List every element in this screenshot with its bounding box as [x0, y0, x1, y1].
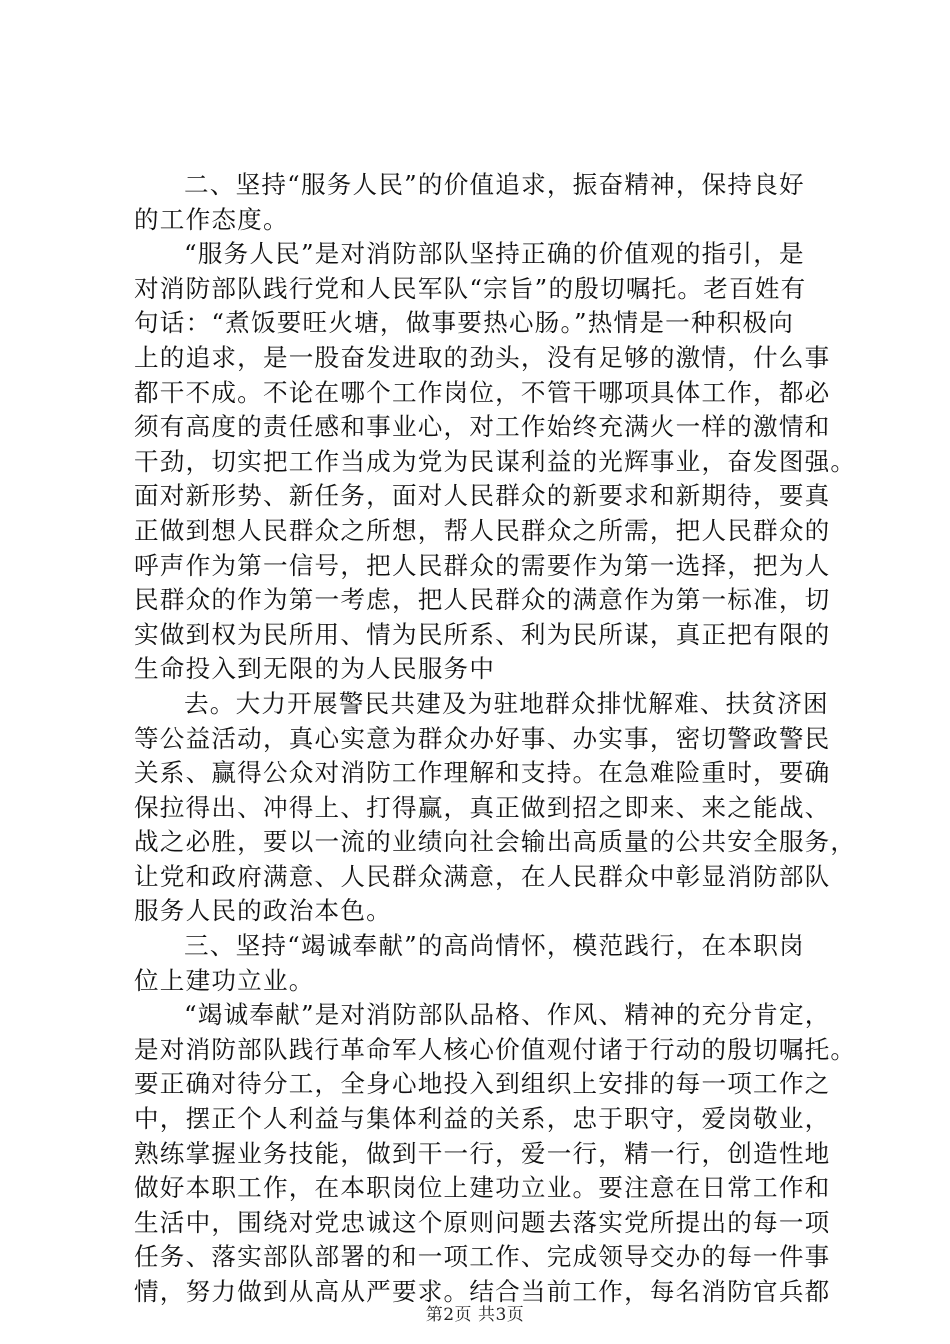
- paragraph-line: 等公益活动，真心实意为群众办好事、办实事，密切警政警民: [134, 723, 831, 753]
- paragraph-line: 须有高度的责任感和事业心，对工作始终充满火一样的激情和: [134, 412, 831, 442]
- paragraph-line: 情，努力做到从高从严要求。结合当前工作，每名消防官兵都: [134, 1277, 831, 1306]
- paragraph-line: 三、坚持“竭诚奉献”的高尚情怀，模范践行，在本职岗: [184, 931, 805, 961]
- paragraph-line: 面对新形势、新任务，面对人民群众的新要求和新期待，要真: [134, 481, 831, 511]
- paragraph-line: 生活中，围绕对党忠诚这个原则问题去落实党所提出的每一项: [134, 1207, 831, 1237]
- paragraph-line: 服务人民的政治本色。: [134, 896, 392, 926]
- paragraph-line: 都干不成。不论在哪个工作岗位，不管干哪项具体工作，都必: [134, 377, 831, 407]
- paragraph-line: 的工作态度。: [134, 204, 289, 234]
- page-number-footer: 第2页 共3页: [425, 1305, 525, 1325]
- paragraph-line: 要正确对待分工，全身心地投入到组织上安排的每一项工作之: [134, 1069, 831, 1099]
- paragraph-line: 是对消防部队践行革命军人核心价值观付诸于行动的殷切嘱托。: [134, 1034, 857, 1064]
- paragraph-line: 民群众的作为第一考虑，把人民群众的满意作为第一标准，切: [134, 585, 831, 615]
- paragraph-line: 干劲，切实把工作当成为党为民谋利益的光辉事业，奋发图强。: [134, 446, 857, 476]
- paragraph-line: 保拉得出、冲得上、打得赢，真正做到招之即来、来之能战、: [134, 792, 831, 822]
- paragraph: [134, 998, 857, 1309]
- paragraph: [134, 168, 834, 237]
- document-body: [134, 168, 857, 1310]
- paragraph-line: 战之必胜，要以一流的业绩向社会输出高质量的公共安全服务，: [134, 827, 857, 857]
- paragraph-line: 让党和政府满意、人民群众满意，在人民群众中彰显消防部队: [134, 861, 831, 891]
- paragraph-line: 呼声作为第一信号，把人民群众的需要作为第一选择，把为人: [134, 550, 831, 580]
- paragraph-line: 中，摆正个人利益与集体利益的关系，忠于职守，爱岗敬业，: [134, 1104, 831, 1134]
- paragraph-line: 二、坚持“服务人民”的价值追求，振奋精神，保持良好: [184, 170, 805, 199]
- paragraph-line: 上的追求，是一股奋发进取的劲头，没有足够的激情，什么事: [134, 342, 831, 372]
- paragraph: [134, 237, 857, 687]
- paragraph-line: “服务人民”是对消防部队坚持正确的价值观的指引，是: [184, 239, 805, 269]
- paragraph-line: 去。大力开展警民共建及为驻地群众排忧解难、扶贫济困: [184, 688, 829, 718]
- paragraph-line: 实做到权为民所用、情为民所系、利为民所谋，真正把有限的: [134, 619, 831, 649]
- paragraph-line: “竭诚奉献”是对消防部队品格、作风、精神的充分肯定，: [184, 1000, 831, 1030]
- paragraph-line: 关系、赢得公众对消防工作理解和支持。在急难险重时，要确: [134, 758, 831, 788]
- paragraph-line: 任务、落实部队部署的和一项工作、完成领导交办的每一件事: [134, 1242, 831, 1272]
- paragraph-line: 做好本职工作，在本职岗位上建功立业。要注意在日常工作和: [134, 1173, 831, 1203]
- paragraph-line: 正做到想人民群众之所想，帮人民群众之所需，把人民群众的: [134, 515, 831, 545]
- paragraph-line: 生命投入到无限的为人民服务中: [134, 654, 496, 684]
- paragraph-line: 熟练掌握业务技能，做到干一行，爱一行，精一行，创造性地: [134, 1138, 831, 1168]
- paragraph: [134, 929, 834, 998]
- paragraph-line: 句话：“煮饭要旺火塘，做事要热心肠。”热情是一种积极向: [134, 308, 795, 338]
- paragraph: [134, 687, 857, 929]
- paragraph-line: 对消防部队践行党和人民军队“宗旨”的殷切嘱托。老百姓有: [134, 273, 807, 303]
- paragraph-line: 位上建功立业。: [134, 965, 315, 995]
